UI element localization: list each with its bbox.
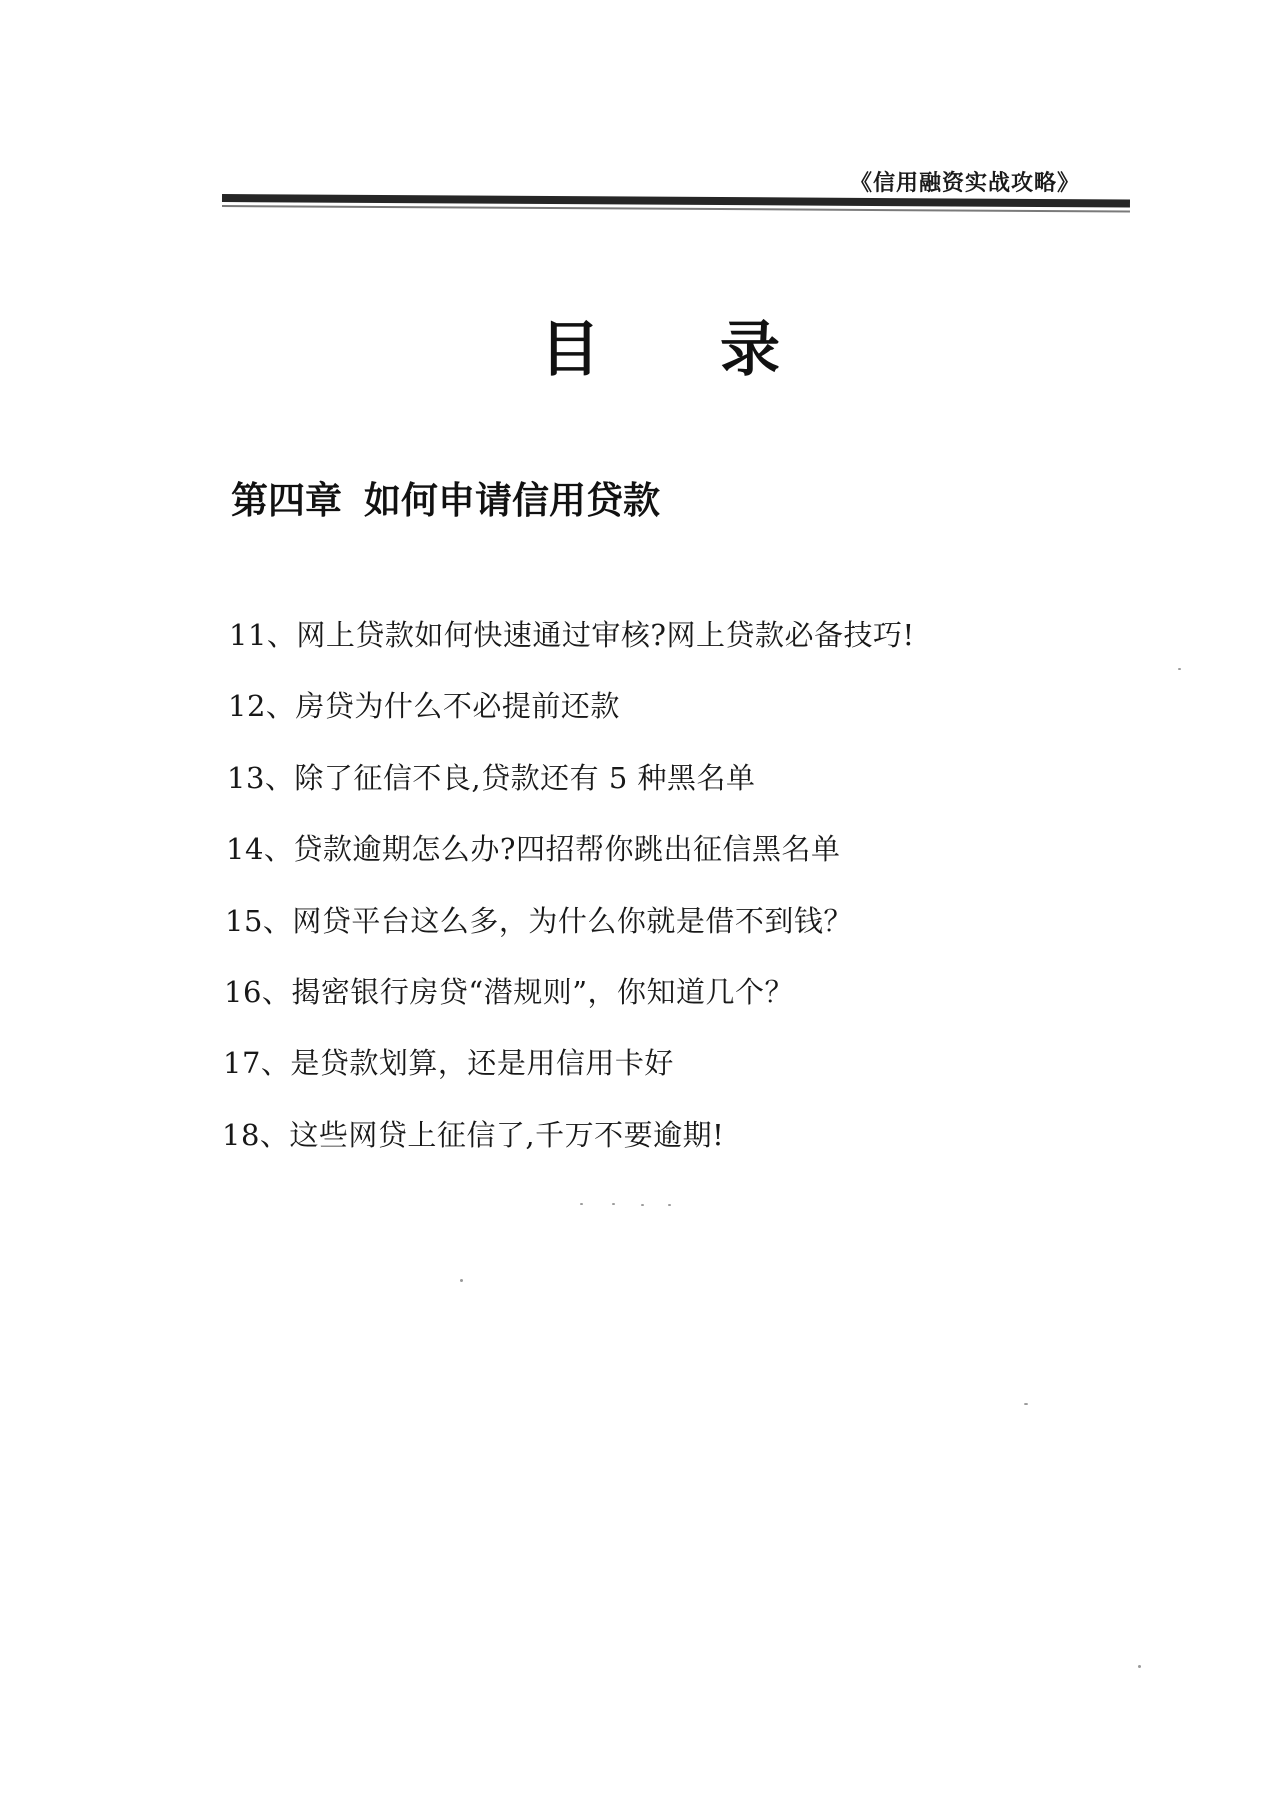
chapter-title: 如何申请信用贷款 bbox=[364, 479, 660, 522]
scan-speck bbox=[668, 1204, 671, 1206]
chapter-number: 第四章 bbox=[231, 479, 342, 522]
scan-speck bbox=[1024, 1403, 1028, 1405]
scan-speck bbox=[641, 1204, 644, 1206]
toc-item: 17、是贷款划算，还是用信用卡好 bbox=[223, 1046, 674, 1080]
running-header-book-title: 《信用融资实战攻略》 bbox=[850, 171, 1081, 196]
scan-speck bbox=[612, 1203, 615, 1205]
scan-speck bbox=[580, 1203, 583, 1205]
scan-speck bbox=[460, 1279, 463, 1282]
page-title: 目录 bbox=[540, 315, 900, 385]
scan-speck bbox=[1138, 1665, 1141, 1668]
scan-speck bbox=[1178, 668, 1181, 670]
toc-item: 13、除了征信不良,贷款还有 5 种黑名单 bbox=[227, 761, 756, 795]
toc-item: 15、网贷平台这么多，为什么你就是借不到钱？ bbox=[225, 904, 853, 938]
toc-item: 14、贷款逾期怎么办?四招帮你跳出征信黑名单 bbox=[226, 832, 841, 866]
chapter-heading bbox=[231, 470, 660, 524]
toc-item: 11、网上贷款如何快速通过审核?网上贷款必备技巧! bbox=[229, 618, 915, 652]
toc-item: 12、房贷为什么不必提前还款 bbox=[228, 689, 620, 723]
toc-item: 16、揭密银行房贷“潜规则”，你知道几个？ bbox=[224, 975, 795, 1009]
toc-item: 18、这些网贷上征信了,千万不要逾期! bbox=[222, 1118, 725, 1152]
